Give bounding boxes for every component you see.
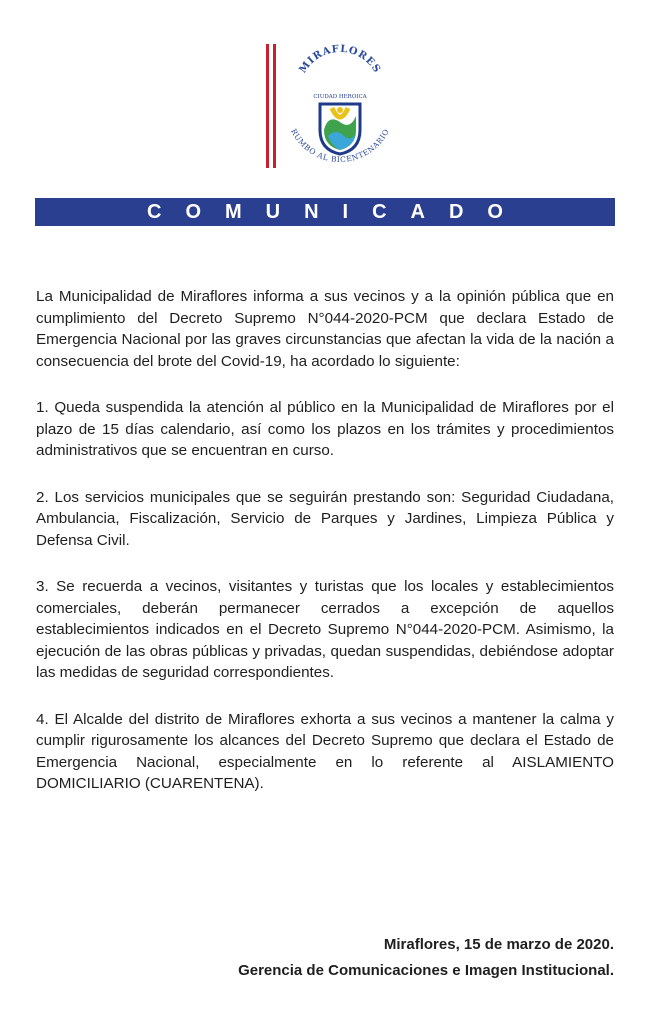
intro-paragraph: La Municipalidad de Miraflores informa a sus vecinos y a la opinión pública que en cumplimiento del Decreto Supremo N°044-2020-PCM que declara Estado de Emergencia Nacional por las graves circunstancias que afectan la vida de la nación a consecuencia del brote del Covid-19, ha acordado lo siguiente: — [36, 288, 614, 370]
point-4-paragraph: 4. El Alcalde del distrito de Miraflores exhorta a sus vecinos a mantener la calma y cumplir rigurosamente los alcances del Decreto Supremo que declara el Estado de Emergencia Nacional, especialmente en lo referente al AISLAMIENTO DOMICILIARIO (CUARENTENA). — [36, 710, 614, 792]
miraflores-logo — [262, 38, 397, 170]
logo-bottom-arc-text: RUMBO AL BICENTENARIO — [289, 127, 391, 165]
point-3-paragraph: 3. Se recuerda a vecinos, visitantes y turistas que los locales y establecimientos comerciales, deberán permanecer cerrados a excepción de aquellos establecimientos indicados en el Decreto Supremo N°044-2020-PCM. Asimismo, la ejecución de las obras públicas y privadas, quedan suspendidas, debiéndose adoptar las medidas de seguridad correspondientes. — [36, 578, 614, 681]
banner-title: COMUNICADO — [147, 200, 527, 223]
place-date: Miraflores, 15 de marzo de 2020. — [383, 936, 614, 953]
logo-tagline: CIUDAD HEROICA — [313, 94, 367, 100]
communique-body — [36, 286, 614, 820]
signature-block — [238, 932, 614, 984]
red-stripe-right — [273, 44, 276, 168]
red-stripe-left — [266, 44, 269, 168]
department-name: Gerencia de Comunicaciones e Imagen Institucional. — [238, 962, 614, 979]
logo-arc-text: MIRAFLORES — [297, 43, 383, 76]
comunicado-banner — [35, 198, 615, 226]
point-1-paragraph: 1. Queda suspendida la atención al público en la Municipalidad de Miraflores por el plazo de 15 días calendario, así como los plazos en los trámites y procedimientos administrativos que se encuentran en curso. — [36, 399, 614, 459]
logo-emblem-icon — [320, 104, 360, 154]
point-2-paragraph: 2. Los servicios municipales que se seguirán prestando son: Seguridad Ciudadana, Ambulancia, Fiscalización, Servicio de Parques y Jardines, Limpieza Pública y Defensa Civil. — [36, 488, 614, 549]
